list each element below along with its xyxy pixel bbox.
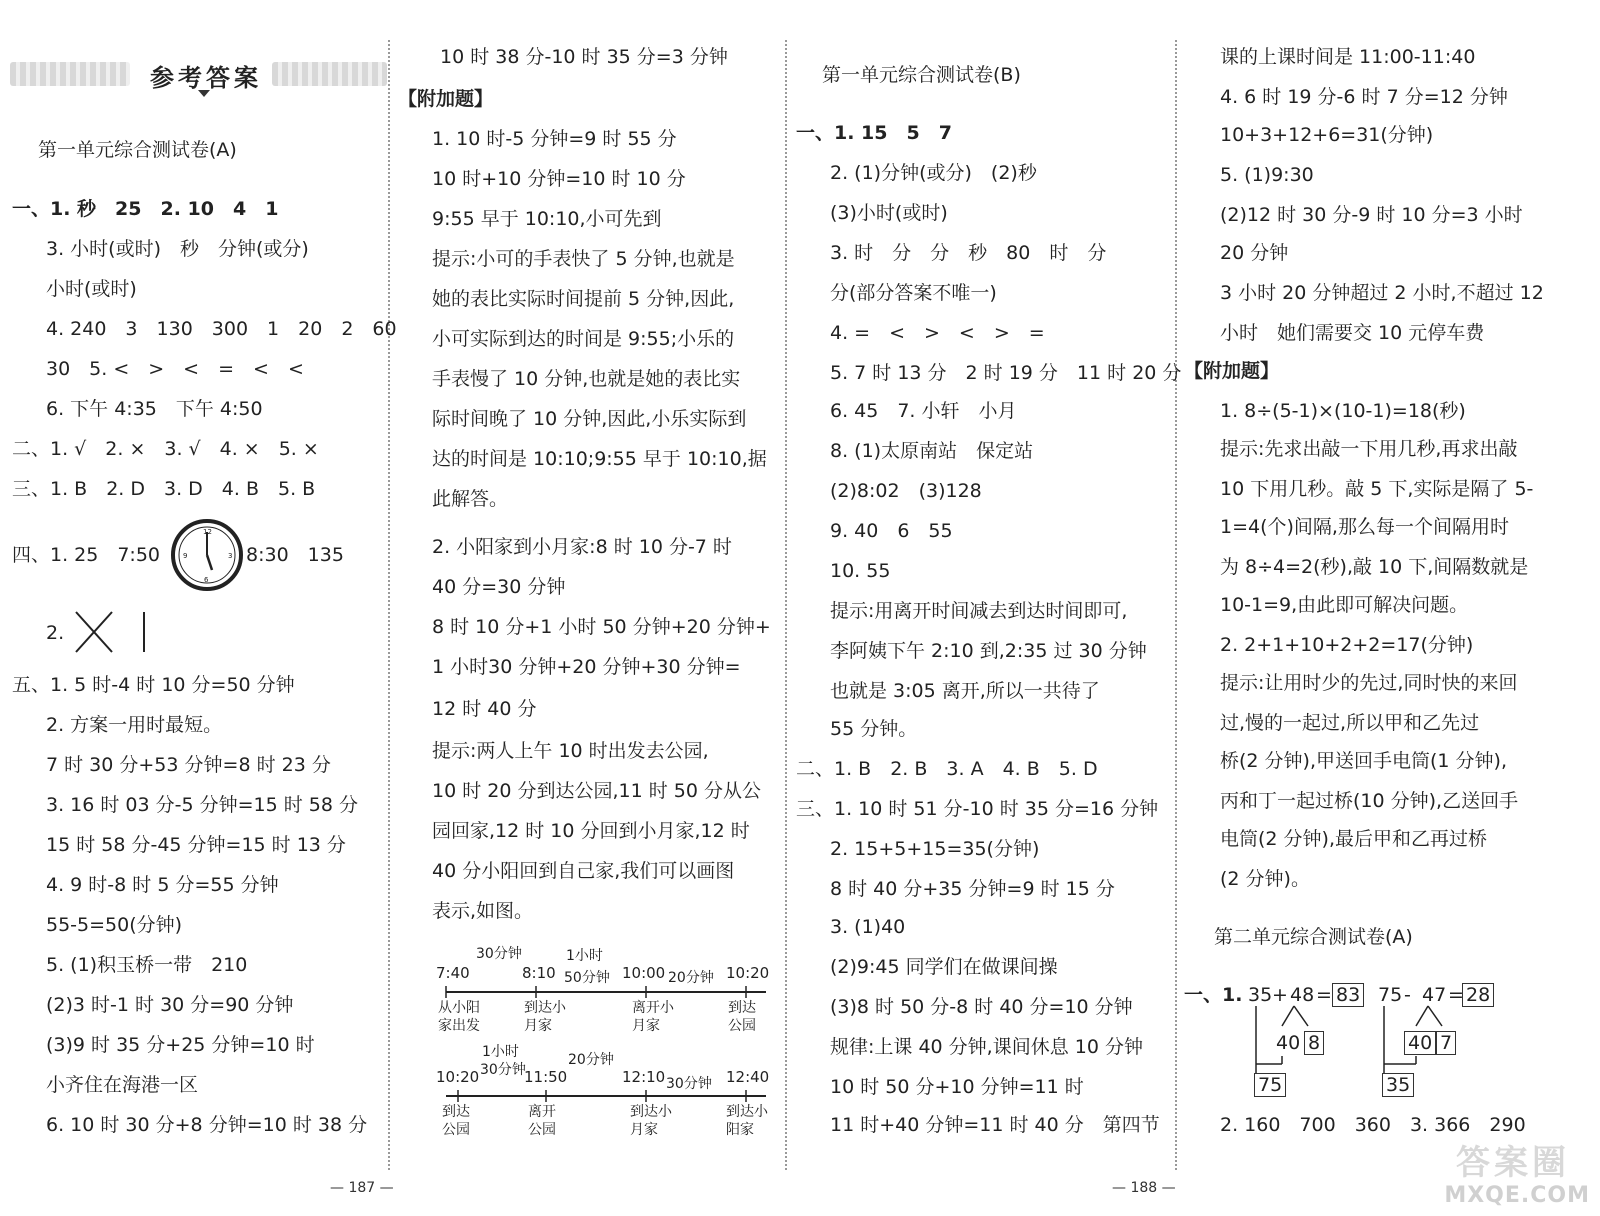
timeline-event: 公园 [442,1122,470,1138]
answer-line: 1 小时30 分钟+20 分钟+30 分钟= [432,656,741,678]
timeline-event: 离开 [528,1104,556,1120]
hint-line: 际时间晚了 10 分钟,因此,小乐实际到 [432,408,747,430]
answer-line: 五、1. 5 时-4 时 10 分=50 分钟 [12,674,295,696]
answer-line: 2. 小阳家到小月家:8 时 10 分-7 时 [432,536,732,558]
hint-line: 提示:两人上午 10 时出发去公园, [432,740,709,762]
answer-line: 3 小时 20 分钟超过 2 小时,不超过 12 [1220,282,1544,304]
timeline-event: 家出发 [438,1018,480,1034]
answer-line: (2)9:45 同学们在做课间操 [830,956,1058,978]
line-connect-drawing [72,608,152,656]
header-banner [10,58,380,94]
answer-line: 8. (1)太原南站 保定站 [830,440,1034,462]
equation-operand: 75 [1378,984,1403,1006]
answer-line: 2. 方案一用时最短。 [46,714,223,736]
answer-line: 11 时+40 分钟=11 时 40 分 第四节 [830,1114,1160,1136]
answer-line: (2)8:02 (3)128 [830,480,982,502]
timeline-event: 月家 [632,1018,660,1034]
answer-line: 1. 8÷(5-1)×(10-1)=18(秒) [1220,400,1466,422]
split-box: 8 [1304,1031,1324,1055]
hint-line: 10 下用几秒。敲 5 下,实际是隔了 5- [1220,478,1534,500]
timeline-duration: 1小时 [482,1044,519,1060]
timeline-duration: 30分钟 [666,1076,712,1092]
equation-result-box: 83 [1332,983,1364,1007]
answer-line: 40 分=30 分钟 [432,576,566,598]
answer-line: 8 时 40 分+35 分钟=9 时 15 分 [830,878,1115,900]
timeline-time: 10:00 [622,964,666,982]
timeline-time: 12:10 [622,1068,666,1086]
answer-line: 15 时 58 分-45 分钟=15 时 13 分 [46,834,346,856]
hint-line: 园回家,12 时 10 分回到小月家,12 时 [432,820,750,842]
timeline-time: 10:20 [726,964,770,982]
answer-line: 30 5. < > < = < < [46,358,304,380]
timeline-event: 到达 [728,1000,756,1016]
answer-line: 6. 45 7. 小轩 小月 [830,400,1017,422]
page-number: — 188 — [1112,1180,1176,1196]
answer-line: 4. = < > < > = [830,322,1045,344]
timeline-duration: 30分钟 [480,1062,526,1078]
hint-line: 桥(2 分钟),甲送回手电筒(1 分钟), [1220,750,1507,772]
answer-line: 4. 240 3 130 300 1 20 2 60 [46,318,397,340]
answer-line: 10+3+12+6=31(分钟) [1220,124,1434,146]
column-divider [1175,40,1177,1170]
extra-question-heading: 【附加题】 [1184,360,1280,382]
hint-line: 40 分小阳回到自己家,我们可以画图 [432,860,735,882]
page-number: — 187 — [330,1180,394,1196]
timeline-event: 从小阳 [438,1000,480,1016]
hint-line: (2 分钟)。 [1220,868,1310,890]
timeline-event: 公园 [728,1018,756,1034]
answer-line: 小时(或时) [46,278,137,300]
section-title: 第一单元综合测试卷(A) [38,139,237,161]
answer-line: 2. (1)分钟(或分) (2)秒 [830,162,1037,184]
timeline-event: 公园 [528,1122,556,1138]
timeline-duration: 1小时 [566,948,603,964]
extra-question-heading: 【附加题】 [398,88,494,110]
banner-decoration-left [10,62,130,86]
equation-result-box: 28 [1462,983,1494,1007]
bottom-result-box: 35 [1382,1073,1414,1097]
split-box: 7 [1436,1031,1456,1055]
answer-line: 规律:上课 40 分钟,课间休息 10 分钟 [830,1036,1143,1058]
hint-line: 提示:用离开时间减去到达时间即可, [830,600,1128,622]
answer-line: 1. 10 时-5 分钟=9 时 55 分 [432,128,677,150]
answer-line: 三、1. 10 时 51 分-10 时 35 分=16 分钟 [796,798,1159,820]
answer-line: 8:30 135 [246,544,344,566]
hint-line: 丙和丁一起过桥(10 分钟),乙送回手 [1220,790,1519,812]
timeline-event: 月家 [524,1018,552,1034]
timeline-time: 11:50 [524,1068,568,1086]
answer-line: 4. 6 时 19 分-6 时 7 分=12 分钟 [1220,86,1508,108]
answer-line: 分(部分答案不唯一) [830,282,997,304]
equals-sign: = [1448,984,1464,1006]
hint-line: 表示,如图。 [432,900,534,922]
answer-line: 2. 15+5+15=35(分钟) [830,838,1040,860]
answer-line: 2. 2+1+10+2+2=17(分钟) [1220,634,1474,656]
timeline-event: 离开小 [632,1000,674,1016]
answer-line: 20 分钟 [1220,242,1289,264]
svg-text:9: 9 [183,552,188,560]
equation-operator: - [1404,984,1411,1006]
banner-decoration-right [272,62,387,86]
answer-line: 10 时 50 分+10 分钟=11 时 [830,1076,1084,1098]
answer-line: 10 时 38 分-10 时 35 分=3 分钟 [440,46,728,68]
bottom-result-box: 75 [1254,1073,1286,1097]
answer-line: 课的上课时间是 11:00-11:40 [1220,46,1476,68]
split-value: 40 [1276,1032,1301,1054]
answer-line: 小时 她们需要交 10 元停车费 [1220,322,1485,344]
section-title: 第一单元综合测试卷(B) [822,64,1021,86]
hint-line: 55 分钟。 [830,718,918,740]
hint-line: 达的时间是 10:10;9:55 早于 10:10,据 [432,448,767,470]
svg-text:12: 12 [203,528,212,536]
hint-line: 小可实际到达的时间是 9:55;小乐的 [432,328,735,350]
answer-line: 9:55 早于 10:10,小可先到 [432,208,662,230]
hint-line: 1=4(个)间隔,那么每一个间隔用时 [1220,516,1509,538]
answer-line: 3. 16 时 03 分-5 分钟=15 时 58 分 [46,794,359,816]
hint-line: 李阿姨下午 2:10 到,2:35 过 30 分钟 [830,640,1147,662]
answer-line: 6. 下午 4:35 下午 4:50 [46,398,263,420]
equation-operand: 47 [1422,984,1447,1006]
hint-line: 也就是 3:05 离开,所以一共待了 [830,680,1100,702]
answer-line: 5. (1)积玉桥一带 210 [46,954,248,976]
answer-line: (3)8 时 50 分-8 时 40 分=10 分钟 [830,996,1133,1018]
answer-line: 2. 160 700 360 3. 366 290 [1220,1114,1526,1136]
equals-sign: = [1316,984,1332,1006]
timeline-time: 10:20 [436,1068,480,1086]
answer-line: (2)12 时 30 分-9 时 10 分=3 小时 [1220,204,1523,226]
timeline-time: 12:40 [726,1068,770,1086]
answer-line: 10 时+10 分钟=10 时 10 分 [432,168,686,190]
timeline-duration: 50分钟 [564,970,610,986]
timeline-time: 8:10 [522,964,556,982]
answer-line: 四、1. 25 7:50 [12,544,161,566]
hint-line: 提示:让用时少的先过,同时快的来回 [1220,672,1518,694]
hint-line: 10 时 20 分到达公园,11 时 50 分从公 [432,780,761,802]
answer-line: 二、1. √ 2. × 3. √ 4. × 5. × [12,438,319,460]
clock-icon [170,518,244,592]
timeline-diagram-2 [436,1042,776,1142]
answer-line: (2)3 时-1 时 30 分=90 分钟 [46,994,294,1016]
answer-line: 3. 小时(或时) 秒 分钟(或分) [46,238,309,260]
timeline-duration: 20分钟 [568,1052,614,1068]
timeline-event: 到达小 [726,1104,768,1120]
answer-line: 二、1. B 2. B 3. A 4. B 5. D [796,758,1098,780]
hint-line: 过,慢的一起过,所以甲和乙先过 [1220,712,1480,734]
hint-line: 10-1=9,由此即可解决问题。 [1220,594,1469,616]
watermark-text: MXQE.COM [1444,1183,1590,1208]
watermark [1410,1138,1590,1208]
timeline-time: 7:40 [436,964,470,982]
split-box: 40 [1404,1031,1436,1055]
answer-line: 9. 40 6 55 [830,520,953,542]
answer-line: 一、1. 秒 25 2. 10 4 1 [12,198,279,220]
svg-text:6: 6 [204,576,209,584]
answer-line: 12 时 40 分 [432,698,537,720]
watermark-logo: 答案圈 [1456,1143,1570,1183]
answer-line: 4. 9 时-8 时 5 分=55 分钟 [46,874,279,896]
answer-line: 3. 时 分 分 秒 80 时 分 [830,242,1107,264]
answer-line: (3)9 时 35 分+25 分钟=10 时 [46,1034,315,1056]
hint-line: 提示:小可的手表快了 5 分钟,也就是 [432,248,735,270]
hint-line: 此解答。 [432,488,509,510]
svg-text:3: 3 [228,552,233,560]
answer-line: 三、1. B 2. D 3. D 4. B 5. B [12,478,316,500]
section-title: 第二单元综合测试卷(A) [1214,926,1413,948]
timeline-event: 到达 [442,1104,470,1120]
answer-line: 小齐住在海港一区 [46,1074,199,1096]
timeline-event: 阳家 [726,1122,754,1138]
answer-line: (3)小时(或时) [830,202,948,224]
hint-line: 手表慢了 10 分钟,也就是她的表比实 [432,368,741,390]
answer-line: 5. (1)9:30 [1220,164,1314,186]
answer-line: 一、1. 15 5 7 [796,122,952,144]
answer-line: 55-5=50(分钟) [46,914,183,936]
question-number: 一、1. [1184,984,1243,1006]
timeline-event: 到达小 [630,1104,672,1120]
hint-line: 电筒(2 分钟),最后甲和乙再过桥 [1220,828,1487,850]
answer-line: 3. (1)40 [830,916,906,938]
timeline-diagram-1 [436,940,776,1040]
timeline-event: 月家 [630,1122,658,1138]
column-divider [388,40,390,1170]
equation-operator: + [1272,984,1288,1006]
column-divider [785,40,787,1170]
hint-line: 提示:先求出敲一下用几秒,再求出敲 [1220,438,1518,460]
hint-line: 为 8÷4=2(秒),敲 10 下,间隔数就是 [1220,556,1529,578]
hint-line: 她的表比实际时间提前 5 分钟,因此, [432,288,735,310]
answer-line: 5. 7 时 13 分 2 时 19 分 11 时 20 分 [830,362,1182,384]
answer-line: 7 时 30 分+53 分钟=8 时 23 分 [46,754,331,776]
answer-line: 6. 10 时 30 分+8 分钟=10 时 38 分 [46,1114,368,1136]
page-title: 参考答案 [150,64,262,92]
timeline-duration: 20分钟 [668,970,714,986]
answer-line: 2. [46,622,65,644]
timeline-event: 到达小 [524,1000,566,1016]
answer-line: 8 时 10 分+1 小时 50 分钟+20 分钟+ [432,616,771,638]
equation-operand: 48 [1290,984,1315,1006]
banner-arrow-icon [198,90,210,97]
equation-operand: 35 [1248,984,1273,1006]
timeline-duration: 30分钟 [476,946,522,962]
answer-line: 10. 55 [830,560,891,582]
